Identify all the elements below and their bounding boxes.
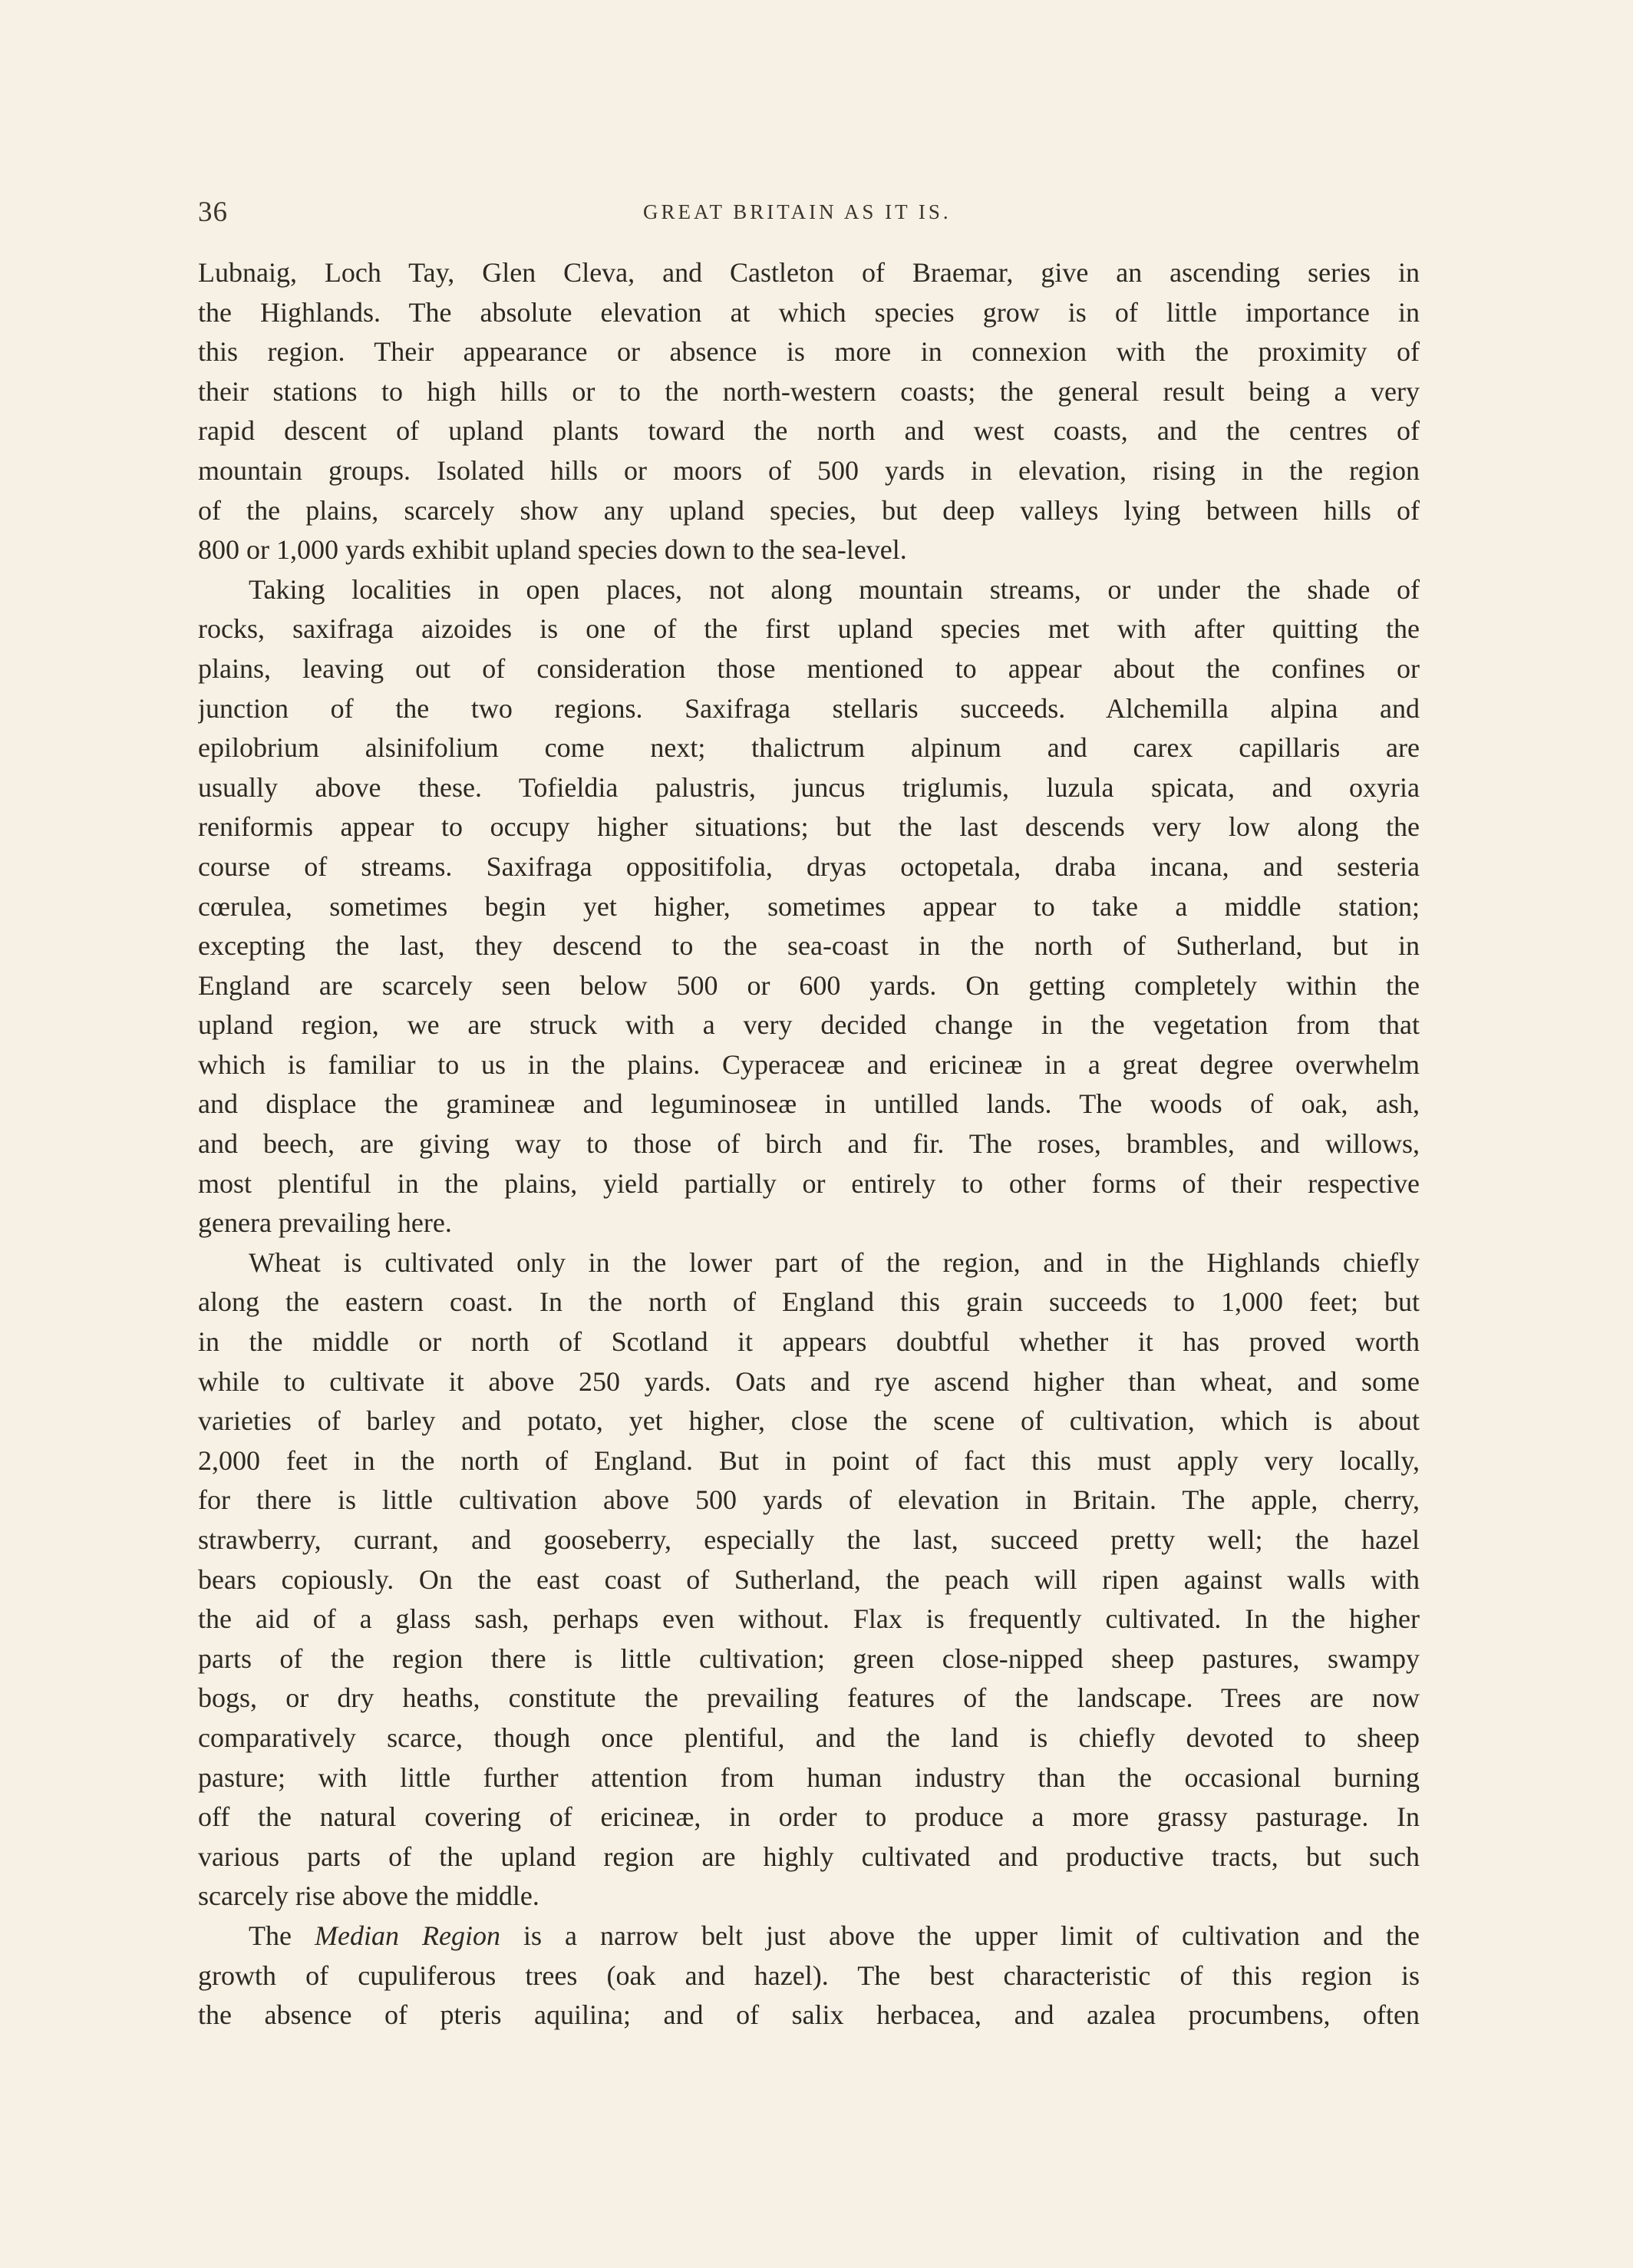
text-line: rapid descent of upland plants toward the north and west coasts, and the centres of [198, 415, 1420, 447]
text-line: rocks, saxifraga aizoides is one of the first upland species met with after quitting the [198, 613, 1420, 645]
text-line: Taking localities in open places, not along mountain streams, or under the shade of [249, 573, 1420, 605]
text-line: England are scarcely seen below 500 or 600 yards. On getting completely within the [198, 969, 1420, 1001]
text-line: along the eastern coast. In the north of England this grain succeeds to 1,000 feet; but [198, 1286, 1420, 1318]
text-line [198, 1916, 1420, 1956]
running-head [198, 196, 1418, 234]
text-line: Wheat is cultivated only in the lower part of the region, and in the Highlands chiefly [249, 1246, 1420, 1278]
text-line: genera prevailing here. [198, 1207, 452, 1239]
text-line: 800 or 1,000 yards exhibit upland species down to the sea-level. [198, 534, 907, 566]
text-line: of the plains, scarcely show any upland species, but deep valleys lying between hills of [198, 494, 1420, 526]
text-line: mountain groups. Isolated hills or moors of 500 yards in elevation, rising in the region [198, 454, 1420, 486]
text-line: their stations to high hills or to the north-western coasts; the general result being a very [198, 375, 1420, 407]
text-line: bogs, or dry heaths, constitute the prevailing features of the landscape. Trees are now [198, 1682, 1420, 1714]
text-line: 2,000 feet in the north of England. But in point of fact this must apply very locally, [198, 1444, 1420, 1476]
running-title: GREAT BRITAIN AS IT IS. [643, 200, 952, 223]
page-number: 36 [198, 196, 228, 228]
text-line: most plentiful in the plains, yield partially or entirely to other forms of their respective [198, 1167, 1420, 1199]
text-line: usually above these. Tofieldia palustris, juncus triglumis, luzula spicata, and oxyria [198, 771, 1420, 803]
text-line: scarcely rise above the middle. [198, 1880, 539, 1912]
text-line: and displace the gramineæ and leguminoseæ in untilled lands. The woods of oak, ash, [198, 1088, 1420, 1120]
text-line: parts of the region there is little cultivation; green close-nipped sheep pastures, swampy [198, 1642, 1420, 1674]
text-line: epilobrium alsinifolium come next; thalictrum alpinum and carex capillaris are [198, 732, 1420, 764]
median-region-term: Median Region [315, 1920, 500, 1951]
text-line: plains, leaving out of consideration those mentioned to appear about the confines or [198, 652, 1420, 684]
text-line: excepting the last, they descend to the sea-coast in the north of Sutherland, but in [198, 930, 1420, 962]
text-line: and beech, are giving way to those of birch and fir. The roses, brambles, and willows, [198, 1128, 1420, 1160]
paragraph [198, 1243, 1420, 1916]
text-line: varieties of barley and potato, yet higher, close the scene of cultivation, which is about [198, 1405, 1420, 1437]
text-fragment: The [249, 1920, 315, 1951]
text-line: cœrulea, sometimes begin yet higher, sometimes appear to take a middle station; [198, 890, 1420, 922]
text-line: Lubnaig, Loch Tay, Glen Cleva, and Castleton of Braemar, give an ascending series in [198, 257, 1420, 288]
text-fragment: is a narrow belt just above the upper limit of cultivation and the [500, 1920, 1420, 1951]
text-line: various parts of the upland region are highly cultivated and productive tracts, but such [198, 1840, 1420, 1872]
text-line: comparatively scarce, though once plentiful, and the land is chiefly devoted to sheep [198, 1722, 1420, 1753]
paragraph [198, 1916, 1420, 2035]
text-line: the aid of a glass sash, perhaps even without. Flax is frequently cultivated. In the higher [198, 1603, 1420, 1635]
text-line: in the middle or north of Scotland it appears doubtful whether it has proved worth [198, 1326, 1420, 1358]
text-line: which is familiar to us in the plains. Cyperaceæ and ericineæ in a great degree overwhelm [198, 1048, 1420, 1080]
text-line: this region. Their appearance or absence is more in connexion with the proximity of [198, 336, 1420, 368]
text-line: while to cultivate it above 250 yards. Oats and rye ascend higher than wheat, and some [198, 1365, 1420, 1397]
text-line: junction of the two regions. Saxifraga stellaris succeeds. Alchemilla alpina and [198, 692, 1420, 724]
body-text [198, 253, 1420, 2035]
paragraph [198, 253, 1420, 570]
text-line: for there is little cultivation above 500 yards of elevation in Britain. The apple, cherry, [198, 1484, 1420, 1516]
paragraph [198, 570, 1420, 1243]
text-line: course of streams. Saxifraga oppositifolia, dryas octopetala, draba incana, and sesteria [198, 850, 1420, 882]
text-line: reniformis appear to occupy higher situations; but the last descends very low along the [198, 811, 1420, 843]
text-line: off the natural covering of ericineæ, in order to produce a more grassy pasturage. In [198, 1801, 1420, 1833]
text-line: upland region, we are struck with a very decided change in the vegetation from that [198, 1009, 1420, 1041]
text-line: the Highlands. The absolute elevation at which species grow is of little importance in [198, 296, 1420, 328]
text-line: pasture; with little further attention from human industry than the occasional burning [198, 1761, 1420, 1793]
text-line: strawberry, currant, and gooseberry, especially the last, succeed pretty well; the hazel [198, 1524, 1420, 1555]
text-line: growth of cupuliferous trees (oak and hazel). The best characteristic of this region is [198, 1959, 1420, 1991]
text-line: the absence of pteris aquilina; and of salix herbacea, and azalea procumbens, often [198, 1999, 1420, 2031]
text-line: bears copiously. On the east coast of Sutherland, the peach will ripen against walls with [198, 1563, 1420, 1595]
